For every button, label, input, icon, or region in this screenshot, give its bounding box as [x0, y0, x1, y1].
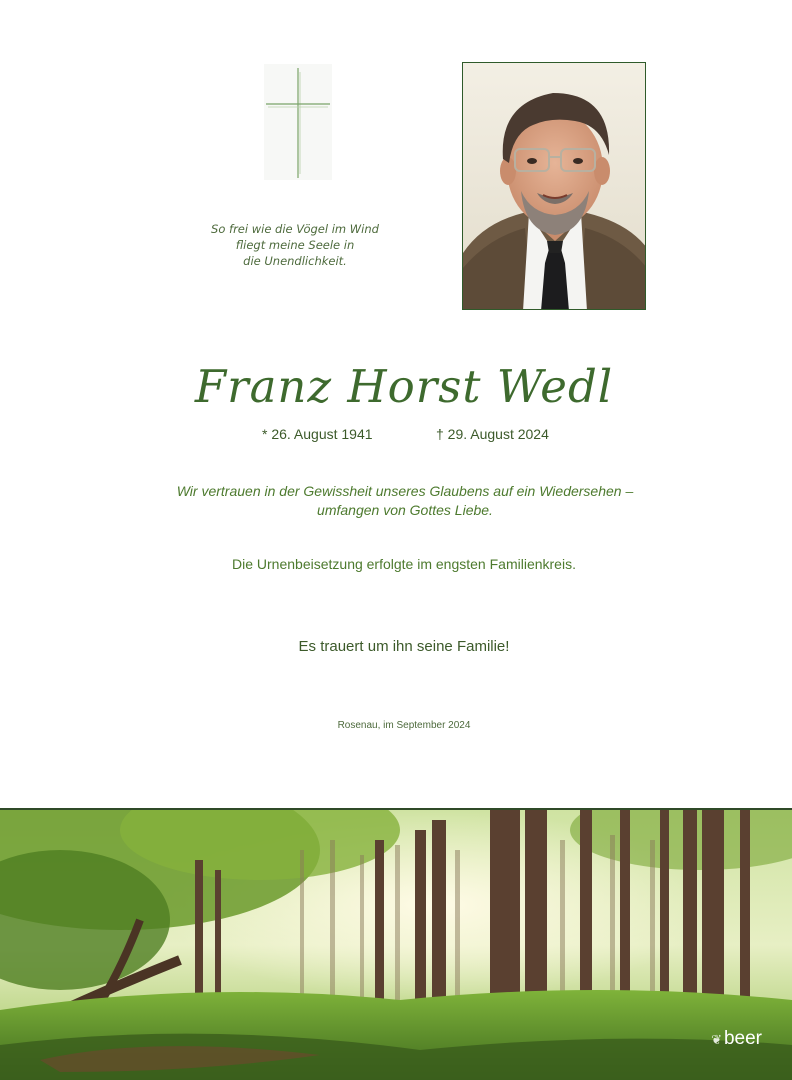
faith-line: Wir vertrauen in der Gewissheit unseres Glaubens auf ein Wiedersehen –	[176, 483, 634, 499]
publisher-logo	[711, 1028, 762, 1050]
mourners-line: Es trauert um ihn seine Familie!	[298, 638, 510, 655]
cross-icon	[264, 64, 332, 180]
faith-statement	[120, 482, 690, 520]
cross-symbol	[264, 64, 332, 180]
logo-text: beer	[723, 1028, 762, 1049]
portrait-photo	[462, 62, 646, 310]
memorial-quote	[180, 221, 410, 269]
quote-line: So frei wie die Vögel im Wind	[211, 222, 379, 236]
quote-line: die Unendlichkeit.	[243, 254, 347, 268]
deceased-name: Franz Horst Wedl	[194, 360, 614, 413]
burial-notice: Die Urnenbeisetzung erfolgte im engsten Familienkreis.	[232, 556, 576, 572]
logo-leaf-icon: ❦	[711, 1032, 722, 1047]
birth-date: * 26. August 1941	[262, 426, 373, 442]
forest-image	[0, 810, 792, 1080]
life-dates	[0, 424, 792, 444]
place-and-date: Rosenau, im September 2024	[337, 720, 471, 731]
quote-line: fliegt meine Seele in	[235, 238, 355, 252]
death-date: † 29. August 2024	[436, 426, 549, 442]
faith-line: umfangen von Gottes Liebe.	[317, 502, 493, 518]
